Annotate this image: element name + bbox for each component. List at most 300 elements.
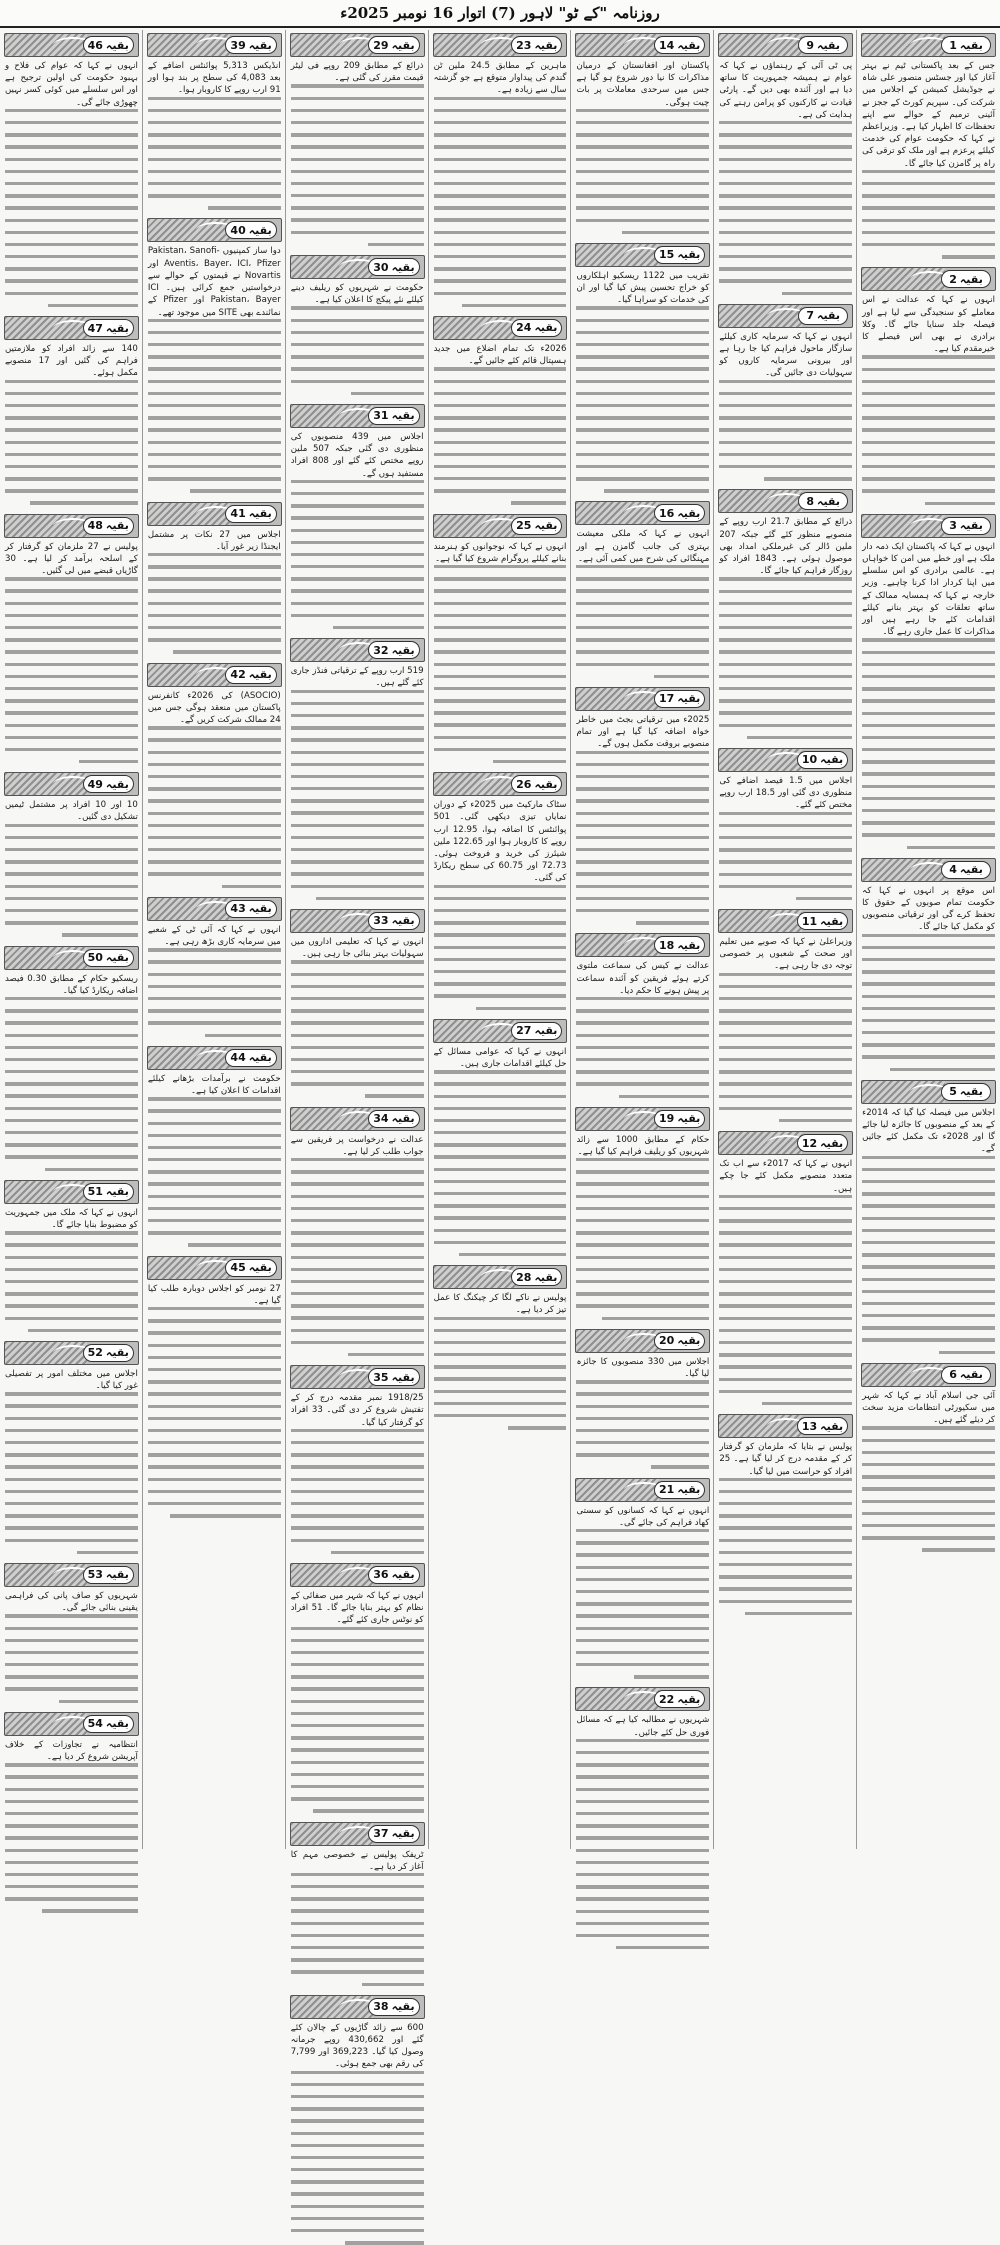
section-label: بقیہ bbox=[105, 1717, 129, 1731]
text-line bbox=[291, 194, 424, 197]
section-label: بقیہ bbox=[677, 1334, 701, 1348]
section-label: بقیہ bbox=[677, 692, 701, 706]
section-text: 140 سے زائد افراد کو ملازمتیں فراہم کی گئیں اور 17 منصوبے مکمل ہوئے۔ bbox=[5, 344, 138, 379]
text-line bbox=[719, 1207, 852, 1210]
section-label: بقیہ bbox=[248, 902, 272, 916]
text-line bbox=[148, 589, 281, 592]
section-number: 18 bbox=[659, 938, 675, 952]
text-line bbox=[576, 1304, 709, 1307]
continuation-section bbox=[431, 316, 570, 505]
text-filler-lines bbox=[431, 1070, 570, 1256]
section-header-banner bbox=[433, 772, 568, 796]
column-rule bbox=[713, 30, 714, 1849]
section-label: بقیہ bbox=[248, 668, 272, 682]
text-line bbox=[5, 997, 138, 1000]
section-header-banner bbox=[290, 1107, 425, 1131]
text-line bbox=[291, 492, 424, 495]
continuation-section bbox=[716, 1131, 855, 1405]
continuation-section bbox=[431, 1265, 570, 1429]
text-line bbox=[291, 541, 424, 544]
section-badge bbox=[83, 1715, 134, 1733]
text-line bbox=[5, 1514, 138, 1517]
continuation-section bbox=[288, 1365, 427, 1554]
text-line bbox=[434, 1070, 567, 1073]
section-label: بقیہ bbox=[105, 1185, 129, 1199]
text-line bbox=[291, 1773, 424, 1776]
text-line bbox=[862, 1055, 995, 1058]
text-line bbox=[148, 465, 281, 468]
section-number: 24 bbox=[516, 321, 532, 335]
text-line bbox=[434, 206, 567, 209]
text-line bbox=[5, 1009, 138, 1012]
text-line bbox=[434, 1353, 567, 1356]
text-line bbox=[576, 392, 709, 395]
text-line bbox=[434, 133, 567, 136]
text-line bbox=[5, 1775, 138, 1778]
section-header-banner bbox=[290, 1995, 425, 2019]
section-label: بقیہ bbox=[248, 507, 272, 521]
text-line bbox=[862, 821, 995, 824]
text-line bbox=[291, 1897, 424, 1900]
continuation-section bbox=[716, 748, 855, 900]
text-line bbox=[719, 873, 852, 876]
section-badge bbox=[368, 1368, 419, 1386]
text-line bbox=[5, 872, 138, 875]
section-header-banner bbox=[433, 1019, 568, 1043]
section-number: 14 bbox=[659, 38, 675, 52]
section-number: 51 bbox=[87, 1185, 103, 1199]
text-line bbox=[434, 736, 567, 739]
text-line bbox=[796, 897, 852, 900]
text-line bbox=[291, 872, 424, 875]
text-line bbox=[291, 516, 424, 519]
section-label: بقیہ bbox=[534, 519, 558, 533]
text-line bbox=[434, 909, 567, 912]
text-line bbox=[719, 404, 852, 407]
text-line bbox=[291, 836, 424, 839]
text-line bbox=[5, 860, 138, 863]
text-line bbox=[576, 997, 709, 1000]
section-header-banner bbox=[861, 267, 996, 291]
text-line bbox=[862, 946, 995, 949]
text-line bbox=[719, 1280, 852, 1283]
section-badge bbox=[225, 666, 276, 684]
text-line bbox=[576, 121, 709, 124]
text-line bbox=[576, 565, 709, 568]
text-line bbox=[719, 699, 852, 702]
section-badge bbox=[797, 1134, 848, 1152]
section-number: 43 bbox=[230, 902, 246, 916]
text-line bbox=[291, 1256, 424, 1259]
section-header-banner bbox=[4, 1712, 139, 1736]
text-line bbox=[291, 1490, 424, 1493]
text-line bbox=[148, 812, 281, 815]
text-line bbox=[148, 1453, 281, 1456]
section-header-banner bbox=[861, 1363, 996, 1387]
text-line bbox=[862, 453, 995, 456]
text-line bbox=[907, 846, 995, 849]
text-line bbox=[576, 219, 709, 222]
text-line bbox=[5, 848, 138, 851]
section-number: 25 bbox=[516, 519, 532, 533]
section-header-banner bbox=[290, 1822, 425, 1846]
text-line bbox=[576, 109, 709, 112]
text-line bbox=[148, 1231, 281, 1234]
text-line bbox=[719, 231, 852, 234]
section-label: بقیہ bbox=[391, 914, 415, 928]
text-line bbox=[434, 1341, 567, 1344]
text-filler-lines bbox=[716, 973, 855, 1123]
text-line bbox=[42, 1909, 138, 1912]
section-text: انہوں نے کہا کہ پاکستان ایک ذمہ دار ملک ہے اور خطے میں امن کا خواہاں ہے۔ عالمی برادری کو اس سلسلے میں اپنا کردار ادا کرنا چاہیے۔ وزیر خارجہ نے کہا کہ ہمسایہ ممالک کے ساتھ تعلقات کو بہتر بنانے کیلئے اقدامات کئے جا رہے ہیں اور مذاکرات کا عمل جاری رہے گا۔ bbox=[862, 541, 995, 638]
text-line bbox=[434, 1082, 567, 1085]
section-label: بقیہ bbox=[820, 1419, 844, 1433]
continuation-section bbox=[288, 638, 427, 900]
text-line bbox=[434, 1365, 567, 1368]
text-line bbox=[862, 404, 995, 407]
text-line bbox=[576, 824, 709, 827]
text-line bbox=[28, 1329, 138, 1332]
section-header-banner bbox=[4, 1341, 139, 1365]
text-line bbox=[291, 1502, 424, 1505]
continuation-section bbox=[431, 514, 570, 764]
text-line bbox=[434, 367, 567, 370]
text-line bbox=[576, 751, 709, 754]
text-line bbox=[942, 255, 995, 258]
text-filler-lines bbox=[2, 824, 141, 937]
text-line bbox=[576, 848, 709, 851]
text-line bbox=[434, 1204, 567, 1207]
section-text: انہوں نے کہا کہ آئی ٹی کے شعبے میں سرمایہ کاری بڑھ رہی ہے۔ bbox=[147, 924, 281, 948]
text-line bbox=[434, 1390, 567, 1393]
text-line bbox=[719, 997, 852, 1000]
section-number: 15 bbox=[659, 248, 675, 262]
text-line bbox=[576, 1751, 709, 1754]
text-line bbox=[188, 1243, 281, 1246]
text-line bbox=[719, 1292, 852, 1295]
text-line bbox=[291, 1070, 424, 1073]
text-line bbox=[148, 1146, 281, 1149]
section-text: انہوں نے کہا کہ عدالت نے اس معاملے کو سنجیدگی سے لیا ہے اور فیصلہ جلد سنایا جائے گا۔ وکلا برادری نے بھی اس فیصلے کا خیرمقدم کیا ہے۔ bbox=[862, 295, 995, 355]
text-line bbox=[862, 1180, 995, 1183]
text-line bbox=[291, 2132, 424, 2135]
column-rule bbox=[428, 30, 429, 1849]
text-line bbox=[148, 133, 281, 136]
text-line bbox=[434, 723, 567, 726]
text-line bbox=[5, 602, 138, 605]
continuation-section bbox=[716, 489, 855, 739]
section-badge bbox=[225, 221, 276, 239]
text-line bbox=[576, 1873, 709, 1876]
section-number: 16 bbox=[659, 506, 675, 520]
text-line bbox=[719, 428, 852, 431]
text-line bbox=[148, 1331, 281, 1334]
text-line bbox=[719, 392, 852, 395]
text-filler-lines bbox=[431, 97, 570, 308]
section-badge bbox=[83, 1566, 134, 1584]
section-label: بقیہ bbox=[391, 1827, 415, 1840]
text-line bbox=[576, 860, 709, 863]
text-line bbox=[862, 231, 995, 234]
text-line bbox=[719, 675, 852, 678]
section-number: 44 bbox=[230, 1051, 246, 1065]
text-line bbox=[434, 1317, 567, 1320]
text-line bbox=[291, 121, 424, 124]
section-number: 48 bbox=[87, 519, 103, 533]
text-line bbox=[62, 933, 138, 936]
section-label: بقیہ bbox=[959, 519, 983, 533]
text-line bbox=[576, 1663, 709, 1666]
text-line bbox=[148, 726, 281, 729]
text-line bbox=[291, 1639, 424, 1642]
text-line bbox=[291, 1009, 424, 1012]
text-line bbox=[862, 392, 995, 395]
section-label: بقیہ bbox=[391, 409, 415, 423]
section-header-banner bbox=[718, 489, 853, 513]
text-filler-lines bbox=[431, 1317, 570, 1430]
text-line bbox=[291, 331, 424, 334]
text-filler-lines bbox=[288, 2071, 427, 2245]
text-line bbox=[291, 1627, 424, 1630]
text-line bbox=[5, 1021, 138, 1024]
section-text: اجلاس میں 439 منصوبوں کی منظوری دی گئی جبکہ 507 ملین روپے مختص کئے گئے اور 808 افراد مستفید ہوں گے۔ bbox=[290, 431, 424, 479]
text-line bbox=[5, 1429, 138, 1432]
section-number: 10 bbox=[801, 753, 818, 767]
text-line bbox=[148, 453, 281, 456]
continuation-section bbox=[145, 218, 284, 492]
section-badge bbox=[941, 1083, 991, 1101]
section-badge bbox=[368, 407, 419, 425]
text-filler-lines bbox=[2, 577, 141, 763]
text-line bbox=[719, 687, 852, 690]
text-line bbox=[434, 1216, 567, 1219]
text-line bbox=[719, 1587, 852, 1590]
text-line bbox=[719, 1365, 852, 1368]
text-line bbox=[148, 1109, 281, 1112]
text-line bbox=[148, 1392, 281, 1395]
section-label: بقیہ bbox=[820, 1136, 844, 1150]
continuation-section bbox=[288, 255, 427, 395]
text-line bbox=[862, 970, 995, 973]
text-line bbox=[576, 1800, 709, 1803]
text-line bbox=[434, 218, 567, 221]
section-number: 31 bbox=[373, 409, 389, 423]
text-line bbox=[719, 465, 852, 468]
text-line bbox=[576, 206, 709, 209]
text-line bbox=[5, 145, 138, 148]
text-line bbox=[434, 650, 567, 653]
text-line bbox=[576, 812, 709, 815]
text-line bbox=[434, 748, 567, 751]
section-header-banner bbox=[290, 909, 425, 933]
text-line bbox=[862, 1192, 995, 1195]
text-line bbox=[291, 1970, 424, 1973]
section-text: پی ٹی آئی کے رہنماؤں نے کہا کہ عوام نے ہمیشہ جمہوریت کا ساتھ دیا ہے اور آئندہ بھی دیں گے۔ پارٹی قیادت نے کارکنوں کو پرامن رہنے کی ہدایت کی ہے۔ bbox=[719, 61, 853, 120]
text-line bbox=[576, 1243, 709, 1246]
text-line bbox=[602, 1317, 710, 1320]
text-line bbox=[148, 194, 281, 197]
text-line bbox=[576, 909, 709, 912]
text-line bbox=[5, 650, 138, 653]
section-text: اجلاس میں مختلف امور پر تفصیلی غور کیا گیا۔ bbox=[5, 1368, 138, 1392]
text-line bbox=[291, 997, 424, 1000]
section-label: بقیہ bbox=[959, 1368, 983, 1382]
text-filler-lines bbox=[716, 1195, 855, 1406]
text-line bbox=[576, 367, 709, 370]
continuation-section bbox=[716, 33, 855, 295]
text-line bbox=[291, 714, 424, 717]
text-line bbox=[291, 811, 424, 814]
text-line bbox=[434, 687, 567, 690]
text-line bbox=[5, 1292, 138, 1295]
text-line bbox=[365, 1094, 423, 1097]
text-line bbox=[576, 355, 709, 358]
text-line bbox=[148, 97, 281, 100]
text-line bbox=[5, 1824, 138, 1827]
text-line bbox=[576, 1231, 709, 1234]
section-header-banner bbox=[575, 1329, 710, 1353]
text-line bbox=[434, 1329, 567, 1332]
text-line bbox=[576, 1651, 709, 1654]
text-line bbox=[434, 428, 567, 431]
text-line bbox=[291, 2192, 424, 2195]
text-filler-lines bbox=[573, 1158, 712, 1320]
text-filler-lines bbox=[573, 1380, 712, 1469]
text-line bbox=[862, 1204, 995, 1207]
section-label: بقیہ bbox=[534, 777, 558, 791]
section-badge bbox=[654, 1690, 705, 1708]
section-header-banner bbox=[147, 33, 282, 57]
continuation-section bbox=[2, 1180, 141, 1332]
text-line bbox=[148, 1182, 281, 1185]
text-line bbox=[291, 1909, 424, 1912]
text-line bbox=[576, 1910, 709, 1913]
continuation-section bbox=[145, 33, 284, 210]
text-line bbox=[576, 1763, 709, 1766]
text-line bbox=[576, 1590, 709, 1593]
text-line bbox=[148, 960, 281, 963]
text-line bbox=[862, 995, 995, 998]
text-line bbox=[719, 590, 852, 593]
section-number: 26 bbox=[516, 777, 532, 791]
text-line bbox=[434, 404, 567, 407]
text-line bbox=[576, 1380, 709, 1383]
section-badge bbox=[941, 1366, 991, 1384]
section-badge bbox=[83, 1344, 134, 1362]
text-line bbox=[862, 1314, 995, 1317]
section-number: 32 bbox=[373, 643, 389, 657]
section-header-banner bbox=[4, 946, 139, 970]
text-filler-lines bbox=[573, 565, 712, 678]
section-number: 37 bbox=[373, 1827, 389, 1840]
section-number: 42 bbox=[230, 668, 246, 682]
text-line bbox=[148, 872, 281, 875]
section-badge bbox=[225, 1259, 276, 1277]
continuation-section bbox=[859, 33, 998, 259]
section-label: بقیہ bbox=[391, 1112, 415, 1126]
section-badge bbox=[368, 1998, 419, 2016]
text-line bbox=[862, 489, 995, 492]
text-line bbox=[316, 897, 424, 900]
text-line bbox=[291, 1046, 424, 1049]
text-line bbox=[291, 1797, 424, 1800]
section-badge bbox=[654, 246, 705, 264]
text-line bbox=[291, 2229, 424, 2232]
text-line bbox=[291, 109, 424, 112]
text-line bbox=[148, 1465, 281, 1468]
continuation-section bbox=[288, 404, 427, 629]
section-badge bbox=[368, 258, 419, 276]
text-line bbox=[719, 1353, 852, 1356]
text-line bbox=[719, 279, 852, 282]
text-line bbox=[719, 1526, 852, 1529]
text-line bbox=[5, 736, 138, 739]
text-line bbox=[5, 1268, 138, 1271]
text-line bbox=[719, 158, 852, 161]
text-line bbox=[616, 1946, 709, 1949]
section-badge bbox=[83, 36, 134, 54]
section-number: 49 bbox=[87, 777, 103, 791]
section-badge bbox=[654, 936, 705, 954]
text-line bbox=[862, 772, 995, 775]
section-label: بقیہ bbox=[817, 309, 840, 323]
text-line bbox=[434, 1192, 567, 1195]
section-text: انہوں نے کہا کہ ملکی معیشت بہتری کی جانب گامزن ہے اور مہنگائی کی شرح میں کمی آئی ہے۔ bbox=[576, 529, 710, 564]
section-label: بقیہ bbox=[677, 1692, 701, 1706]
continuation-section bbox=[573, 1478, 712, 1679]
text-line bbox=[5, 1651, 138, 1654]
section-header-banner bbox=[718, 304, 853, 328]
text-line bbox=[862, 687, 995, 690]
text-line bbox=[576, 1219, 709, 1222]
section-header-banner bbox=[4, 772, 139, 796]
text-line bbox=[862, 441, 995, 444]
section-text: انہوں نے کہا کہ سرمایہ کاری کیلئے سازگار ماحول فراہم کیا جا رہا ہے اور بیرونی سرمایہ کاروں کو سہولیات دی جائیں گی۔ bbox=[719, 331, 853, 379]
text-line bbox=[476, 1007, 566, 1010]
text-line bbox=[148, 565, 281, 568]
section-header-banner bbox=[861, 1080, 996, 1104]
text-line bbox=[576, 1429, 709, 1432]
section-number: 12 bbox=[801, 1136, 818, 1150]
section-text: (ASOCIO) کی 2026ء کانفرنس پاکستان میں منعقد ہوگی جس میں 24 ممالک شرکت کریں گے۔ bbox=[147, 690, 281, 726]
section-text: شہریوں کو صاف پانی کی فراہمی یقینی بنائی جائے گی۔ bbox=[5, 1590, 138, 1614]
text-line bbox=[576, 441, 709, 444]
section-text: 1918/25 نمبر مقدمہ درج کر کے تفتیش شروع کر دی گئی۔ 33 افراد کو گرفتار کیا گیا۔ bbox=[290, 1393, 424, 1428]
text-line bbox=[5, 404, 138, 407]
text-line bbox=[291, 1712, 424, 1715]
text-filler-lines bbox=[288, 306, 427, 395]
text-line bbox=[291, 787, 424, 790]
text-line bbox=[5, 1539, 138, 1542]
continuation-section bbox=[573, 33, 712, 234]
section-badge bbox=[654, 1332, 705, 1350]
text-filler-lines bbox=[573, 997, 712, 1098]
text-line bbox=[862, 219, 995, 222]
continuation-section bbox=[859, 1080, 998, 1354]
section-badge bbox=[83, 517, 134, 535]
text-line bbox=[5, 1800, 138, 1803]
section-number: 19 bbox=[659, 1112, 675, 1126]
text-line bbox=[77, 1551, 138, 1554]
text-line bbox=[5, 1639, 138, 1642]
text-line bbox=[291, 97, 424, 100]
section-badge bbox=[511, 36, 562, 54]
text-line bbox=[5, 748, 138, 751]
section-badge bbox=[941, 36, 991, 54]
text-line bbox=[5, 699, 138, 702]
text-line bbox=[291, 1885, 424, 1888]
continuation-section bbox=[288, 1822, 427, 1986]
